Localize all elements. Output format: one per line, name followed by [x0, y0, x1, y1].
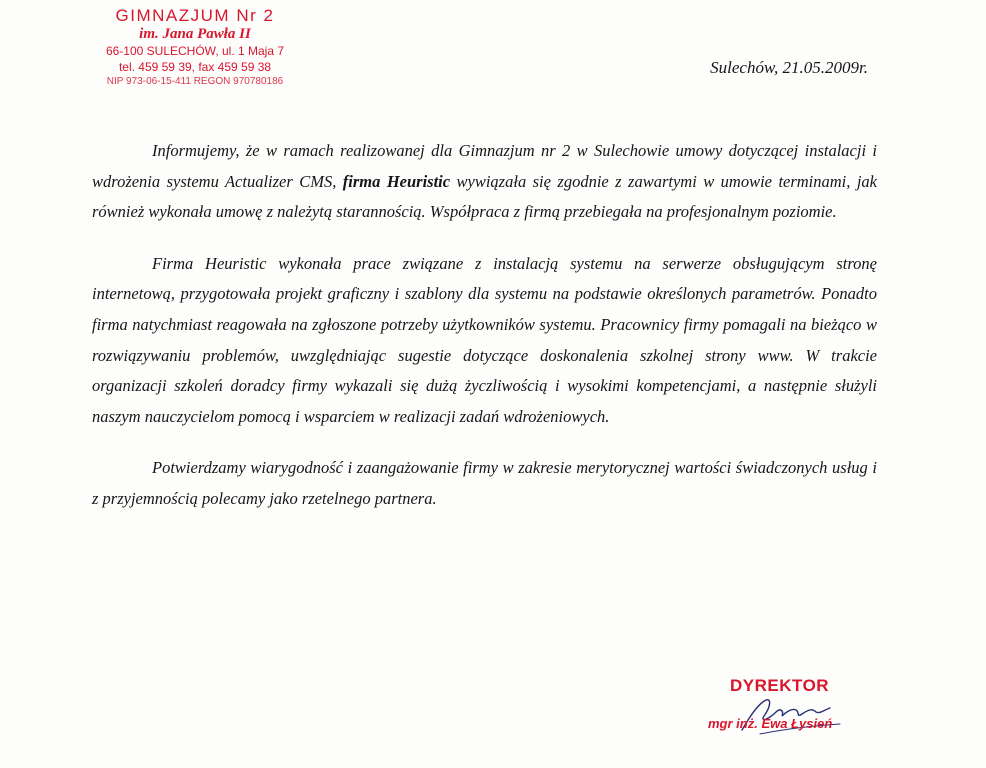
- paragraph-1-start: Informujemy, że w ramach realizowanej dla Gimnazjum nr 2 w Sulechowie umowy dotyczącej instalacji i wdrożenia systemu Actualizer CMS,: [92, 141, 877, 191]
- stamp-phone-fax: tel. 459 59 39, fax 459 59 38: [118, 60, 272, 74]
- stamp-nip-regon: NIP 973-06-15-411 REGON 970780186: [106, 76, 284, 87]
- school-stamp: [70, 6, 320, 89]
- paragraph-3: Potwierdzamy wiarygodność i zaangażowanie firmy w zakresie merytorycznej wartości świadczonych usług i z przyjemnością polecamy jako rzetelnego partnera.: [92, 458, 877, 508]
- paragraph-1-end: wywiązała się zgodnie z zawartymi w umowie terminami, jak również wykonała umowę z należytą starannością. Współpraca z firmą przebiegała na profesjonalnym poziomie.: [92, 171, 877, 222]
- paragraph-1: [92, 136, 877, 228]
- stamp-patron: im. Jana Pawła II: [139, 26, 251, 42]
- letter-date: Sulechów, 21.05.2009r.: [710, 58, 868, 77]
- stamp-address: 66-100 SULECHÓW, ul. 1 Maja 7: [105, 44, 285, 58]
- letter-body: [92, 136, 877, 515]
- paragraph-2: Firma Heuristic wykonała prace związane z instalacją systemu na serwerze obsługującym stronę internetową, przygotowała projekt graficzny i szablony dla systemu na podstawie określonych parametrów. Ponadto firma natychmiast reagowała na zgłoszone potrzeby użytkowników systemu. Pracownicy firmy pomagali na bieżąco w rozwiązywaniu problemów, uwzględniając sugestie dotyczące doskonalenia szkolnej strony www. W trakcie organizacji szkoleń doradcy firmy wykazali się dużą życzliwością i wysokimi kompetencjami, a następnie służyli naszym nauczycielom pomocą i wsparciem w realizacji zadań wdrożeniowych.: [92, 253, 877, 426]
- signature-title: DYREKTOR: [730, 676, 830, 695]
- stamp-school-name: GIMNAZJUM Nr 2: [115, 6, 275, 25]
- company-name-bold: firma Heuristic: [342, 171, 451, 191]
- director-signature-stamp: [690, 676, 890, 756]
- signature-person: mgr inż. Ewa Łysień: [708, 716, 833, 731]
